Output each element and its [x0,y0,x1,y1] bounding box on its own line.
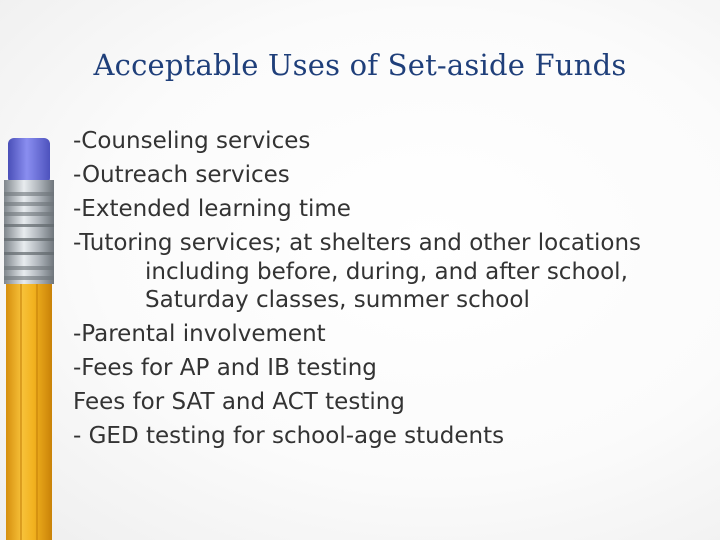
list-item: -Outreach services [73,162,290,188]
list-item: -Parental involvement [73,320,326,347]
list-item: Fees for SAT and ACT testing [73,388,405,415]
slide-title: Acceptable Uses of Set-aside Funds [93,48,627,82]
list-item: -Counseling services [73,128,311,154]
list-item: -Extended learning time [73,196,351,222]
pencil-icon [0,130,60,540]
list-item: -Tutoring services; at shelters and other locations including before, during, and after school, Saturday classes, summer school [73,230,642,313]
list-item: - GED testing for school-age students [73,422,505,449]
bullet-list [73,127,703,456]
list-item: -Fees for AP and IB testing [73,354,377,381]
